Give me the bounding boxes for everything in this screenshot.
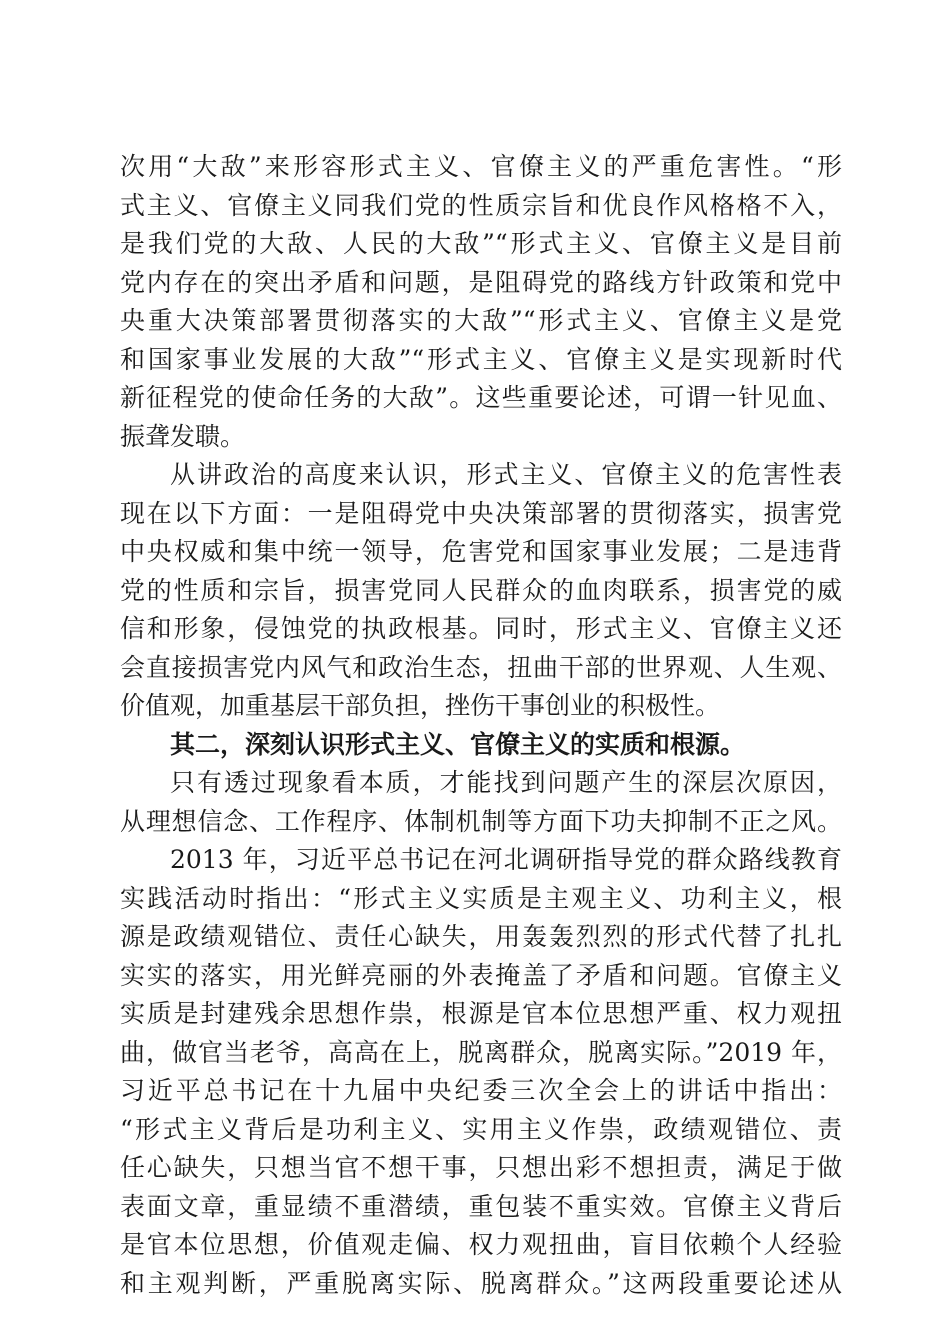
text-line: 中央权威和集中统一领导，危害党和国家事业发展；二是违背 [120, 537, 842, 566]
text-line: 价值观，加重基层干部负担，挫伤干事创业的积极性。 [120, 691, 721, 720]
text-line: 党内存在的突出矛盾和问题，是阻碍党的路线方针政策和党中 [120, 267, 842, 297]
text-line: 曲，做官当老爷，高高在上，脱离群众，脱离实际。”2019 年， [120, 1037, 842, 1067]
text-line: 式主义、官僚主义同我们党的性质宗旨和优良作风格格不入， [120, 190, 842, 220]
text-line: 源是政绩观错位、责任心缺失，用轰轰烈烈的形式代替了扎扎 [120, 922, 842, 951]
paragraph-first-line: 从讲政治的高度来认识，形式主义、官僚主义的危害性表 [170, 460, 842, 489]
text-line: 和国家事业发展的大敌”“形式主义、官僚主义是实现新时代 [120, 344, 842, 374]
text-line: 现在以下方面：一是阻碍党中央决策部署的贯彻落实，损害党 [120, 498, 842, 528]
text-line: 和主观判断，严重脱离实际、脱离群众。”这两段重要论述从 [120, 1268, 842, 1298]
paragraph-first-line: 只有透过现象看本质，才能找到问题产生的深层次原因， [170, 768, 842, 797]
text-line: 次用“大敌”来形容形式主义、官僚主义的严重危害性。“形 [120, 152, 842, 181]
text-line: 任心缺失，只想当官不想干事，只想出彩不想担责，满足于做 [120, 1153, 842, 1182]
text-line: 从理想信念、工作程序、体制机制等方面下功夫抑制不正之风。 [120, 806, 842, 836]
paragraph-first-line: 2013 年，习近平总书记在河北调研指导党的群众路线教育 [170, 845, 842, 874]
text-line: 振聋发聩。 [120, 421, 246, 451]
section-heading: 其二，深刻认识形式主义、官僚主义的实质和根源。 [170, 729, 746, 759]
text-line: 信和形象，侵蚀党的执政根基。同时，形式主义、官僚主义还 [120, 614, 842, 643]
text-line: 新征程党的使命任务的大敌”。这些重要论述，可谓一针见血、 [120, 383, 842, 412]
text-line: 表面文章，重显绩不重潜绩，重包装不重实效。官僚主义背后 [120, 1191, 842, 1221]
text-line: 实践活动时指出：“形式主义实质是主观主义、功利主义，根 [120, 883, 842, 913]
text-line: 是官本位思想，价值观走偏、权力观扭曲，盲目依赖个人经验 [120, 1230, 842, 1259]
text-line: “形式主义背后是功利主义、实用主义作祟，政绩观错位、责 [120, 1114, 842, 1144]
text-line: 实实的落实，用光鲜亮丽的外表掩盖了矛盾和问题。官僚主义 [120, 960, 842, 990]
text-line: 会直接损害党内风气和政治生态，扭曲干部的世界观、人生观、 [120, 652, 842, 682]
body-text [120, 148, 842, 1303]
text-line: 是我们党的大敌、人民的大敌”“形式主义、官僚主义是目前 [120, 229, 842, 258]
text-line: 习近平总书记在十九届中央纪委三次全会上的讲话中指出： [120, 1076, 842, 1105]
text-line: 党的性质和宗旨，损害党同人民群众的血肉联系，损害党的威 [120, 575, 842, 605]
text-line: 实质是封建残余思想作祟，根源是官本位思想严重、权力观扭 [120, 999, 842, 1028]
text-line: 央重大决策部署贯彻落实的大敌”“形式主义、官僚主义是党 [120, 306, 842, 335]
